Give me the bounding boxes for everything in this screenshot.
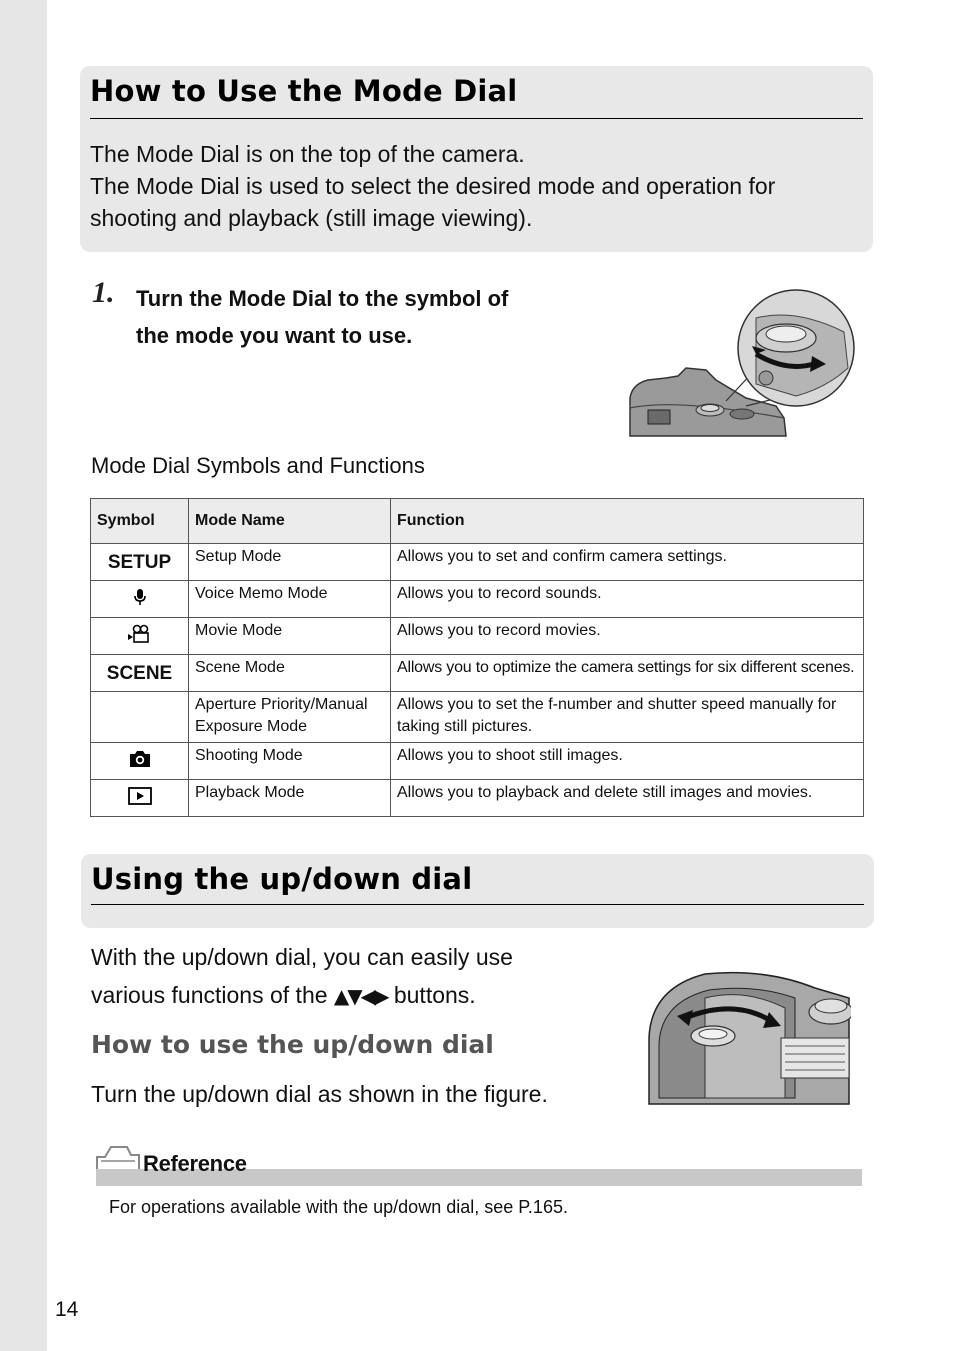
symbol-cell	[91, 618, 189, 655]
intro-line: The Mode Dial is on the top of the camera.	[90, 141, 525, 167]
section-divider	[90, 118, 863, 119]
symbol-cell	[91, 780, 189, 817]
mode-name: Shooting Mode	[189, 743, 391, 780]
mode-name: Voice Memo Mode	[189, 581, 391, 618]
intro-line: shooting and playback (still image viewing).	[90, 205, 533, 231]
table-row	[91, 780, 864, 817]
step-line: Turn the Mode Dial to the symbol of	[136, 286, 509, 311]
body-text: buttons.	[387, 982, 476, 1008]
mode-dial-table	[90, 498, 864, 817]
mode-name: Setup Mode	[189, 544, 391, 581]
table-row	[91, 692, 864, 743]
microphone-icon	[133, 588, 147, 606]
table-row	[91, 618, 864, 655]
page-margin-strip	[0, 0, 47, 1351]
section-body	[91, 938, 513, 1015]
column-header: Symbol	[91, 499, 189, 544]
section-up-down-dial	[81, 854, 874, 928]
table-caption: Mode Dial Symbols and Functions	[91, 453, 425, 478]
mode-dial-illustration	[626, 288, 856, 438]
step-line: the mode you want to use.	[136, 323, 413, 348]
mode-name: Scene Mode	[189, 655, 391, 692]
column-header: Function	[391, 499, 864, 544]
step-number: 1.	[92, 276, 115, 309]
section-title: Using the up/down dial	[91, 862, 473, 896]
reference-text: For operations available with the up/down dial, see P.165.	[109, 1197, 568, 1217]
camera-icon	[128, 750, 152, 768]
up-down-dial-illustration	[645, 968, 851, 1106]
section-title: How to Use the Mode Dial	[90, 74, 518, 108]
body-line	[91, 976, 513, 1015]
body-line: With the up/down dial, you can easily use	[91, 944, 513, 970]
mode-function: Allows you to record sounds.	[391, 581, 864, 618]
body-text: various functions of the	[91, 982, 334, 1008]
mode-name-line: Aperture Priority/Manual	[195, 696, 368, 713]
subheading: How to use the up/down dial	[91, 1030, 494, 1059]
arrow-buttons-icon: ▲▼◀▶	[333, 984, 388, 1008]
table-row	[91, 743, 864, 780]
function-line: taking still pictures.	[397, 718, 533, 735]
section-intro	[90, 138, 775, 234]
section-divider	[91, 904, 864, 905]
mode-function: Allows you to set and confirm camera settings.	[391, 544, 864, 581]
table-header-row	[91, 499, 864, 544]
symbol-cell	[91, 581, 189, 618]
table-row	[91, 655, 864, 692]
section-mode-dial	[80, 66, 873, 252]
movie-camera-icon	[127, 624, 153, 644]
mode-function: Allows you to playback and delete still images and movies.	[391, 780, 864, 817]
setup-symbol: SETUP	[91, 544, 189, 581]
mode-function: Allows you to record movies.	[391, 618, 864, 655]
mode-name: Movie Mode	[189, 618, 391, 655]
mode-function: Allows you to optimize the camera settings for six different scenes.	[391, 655, 864, 692]
function-line: Allows you to set the f-number and shutter speed manually for	[397, 696, 837, 713]
table-row	[91, 581, 864, 618]
symbol-cell	[91, 692, 189, 743]
mode-function	[391, 692, 864, 743]
mode-name	[189, 692, 391, 743]
symbol-cell	[91, 743, 189, 780]
play-icon	[128, 787, 152, 805]
step-instruction	[136, 280, 596, 354]
intro-line: The Mode Dial is used to select the desired mode and operation for	[90, 173, 776, 199]
mode-name: Playback Mode	[189, 780, 391, 817]
page-number: 14	[55, 1298, 79, 1321]
mode-function: Allows you to shoot still images.	[391, 743, 864, 780]
mode-name-line: Exposure Mode	[195, 718, 308, 735]
instruction-text: Turn the up/down dial as shown in the figure.	[91, 1081, 548, 1107]
reference-label: Reference	[143, 1151, 247, 1176]
table-row	[91, 544, 864, 581]
column-header: Mode Name	[189, 499, 391, 544]
scene-symbol: SCENE	[91, 655, 189, 692]
